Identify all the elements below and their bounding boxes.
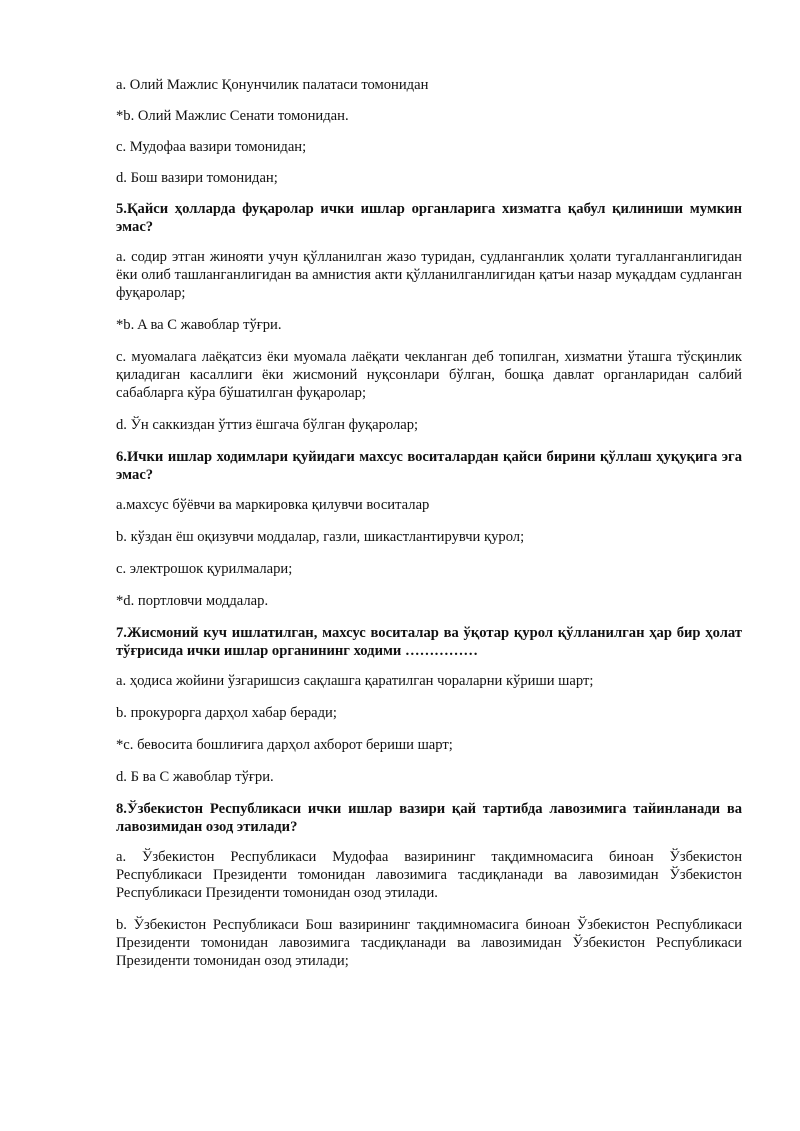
question-heading: 7.Жисмоний куч ишлатилган, махсус воситалар ва ўқотар қурол қўлланилган ҳар бир ҳолат тўғрисида ички ишлар органининг ходими …………… — [116, 625, 742, 659]
answer-option: *b. Олий Мажлис Сенати томонидан. — [116, 108, 349, 124]
answer-option: a. ҳодиса жойини ўзгаришсиз сақлашга қаратилган чораларни кўриши шарт; — [116, 673, 594, 689]
answer-option: a. Ўзбекистон Республикаси Мудофаа вазирининг тақдимномасига биноан Ўзбекистон Республикаси Президенти томонидан лавозимига тасдиқланади ва лавозимидан Ўзбекистон Республикаси Президенти томонидан озод этилади. — [116, 849, 742, 901]
answer-option: *d. портловчи моддалар. — [116, 593, 269, 609]
answer-option: c. муомалага лаёқатсиз ёки муомала лаёқати чекланган деб топилган, хизматни ўташга тўсқинлик қиладиган касаллиги ёки жисмоний нуқсонлари бўлган, бошқа давлат органларидан салбий сабабларга кўра бўшатилган фуқаролар; — [116, 349, 742, 401]
answer-option: d. Б ва С жавоблар тўғри. — [116, 769, 274, 785]
answer-option: d. Ўн саккиздан ўттиз ёшгача бўлган фуқаролар; — [116, 417, 419, 433]
answer-option: *c. бевосита бошлиғига дарҳол ахборот бериши шарт; — [116, 737, 453, 753]
question-heading: 6.Ички ишлар ходимлари қуйидаги махсус воситалардан қайси бирини қўллаш ҳуқуқига эга эмас? — [116, 449, 742, 483]
answer-option: a. Олий Мажлис Қонунчилик палатаси томонидан — [116, 77, 429, 93]
answer-option: a.махсус бўёвчи ва маркировка қилувчи воситалар — [116, 497, 430, 513]
answer-option: *b. A ва C жавоблар тўғри. — [116, 317, 282, 333]
answer-option: d. Бош вазири томонидан; — [116, 170, 278, 186]
answer-option: c. электрошок қурилмалари; — [116, 561, 293, 577]
answer-option: c. Мудофаа вазири томонидан; — [116, 139, 307, 155]
question-heading: 5.Қайси ҳолларда фуқаролар ички ишлар органларига хизматга қабул қилиниши мумкин эмас? — [116, 201, 742, 235]
answer-option: b. кўздан ёш оқизувчи моддалар, газли, шикастлантирувчи қурол; — [116, 529, 525, 545]
answer-option: b. Ўзбекистон Республикаси Бош вазирининг тақдимномасига биноан Ўзбекистон Республикаси Президенти томонидан лавозимига тасдиқланади ва лавозимидан Ўзбекистон Республикаси Президенти томонидан озод этилади; — [116, 917, 742, 969]
document-page — [116, 76, 742, 984]
answer-option: a. содир этган жинояти учун қўлланилган жазо туридан, судланганлик ҳолати тугалланганлигидан ёки олиб ташланганлигидан ва амнистия акти қўлланилганлигидан қатъи назар муқаддам судланган фуқаролар; — [116, 249, 742, 301]
answer-option: b. прокурорга дарҳол хабар беради; — [116, 705, 337, 721]
question-heading: 8.Ўзбекистон Республикаси ички ишлар вазири қай тартибда лавозимига тайинланади ва лавозимидан озод этилади? — [116, 801, 742, 835]
